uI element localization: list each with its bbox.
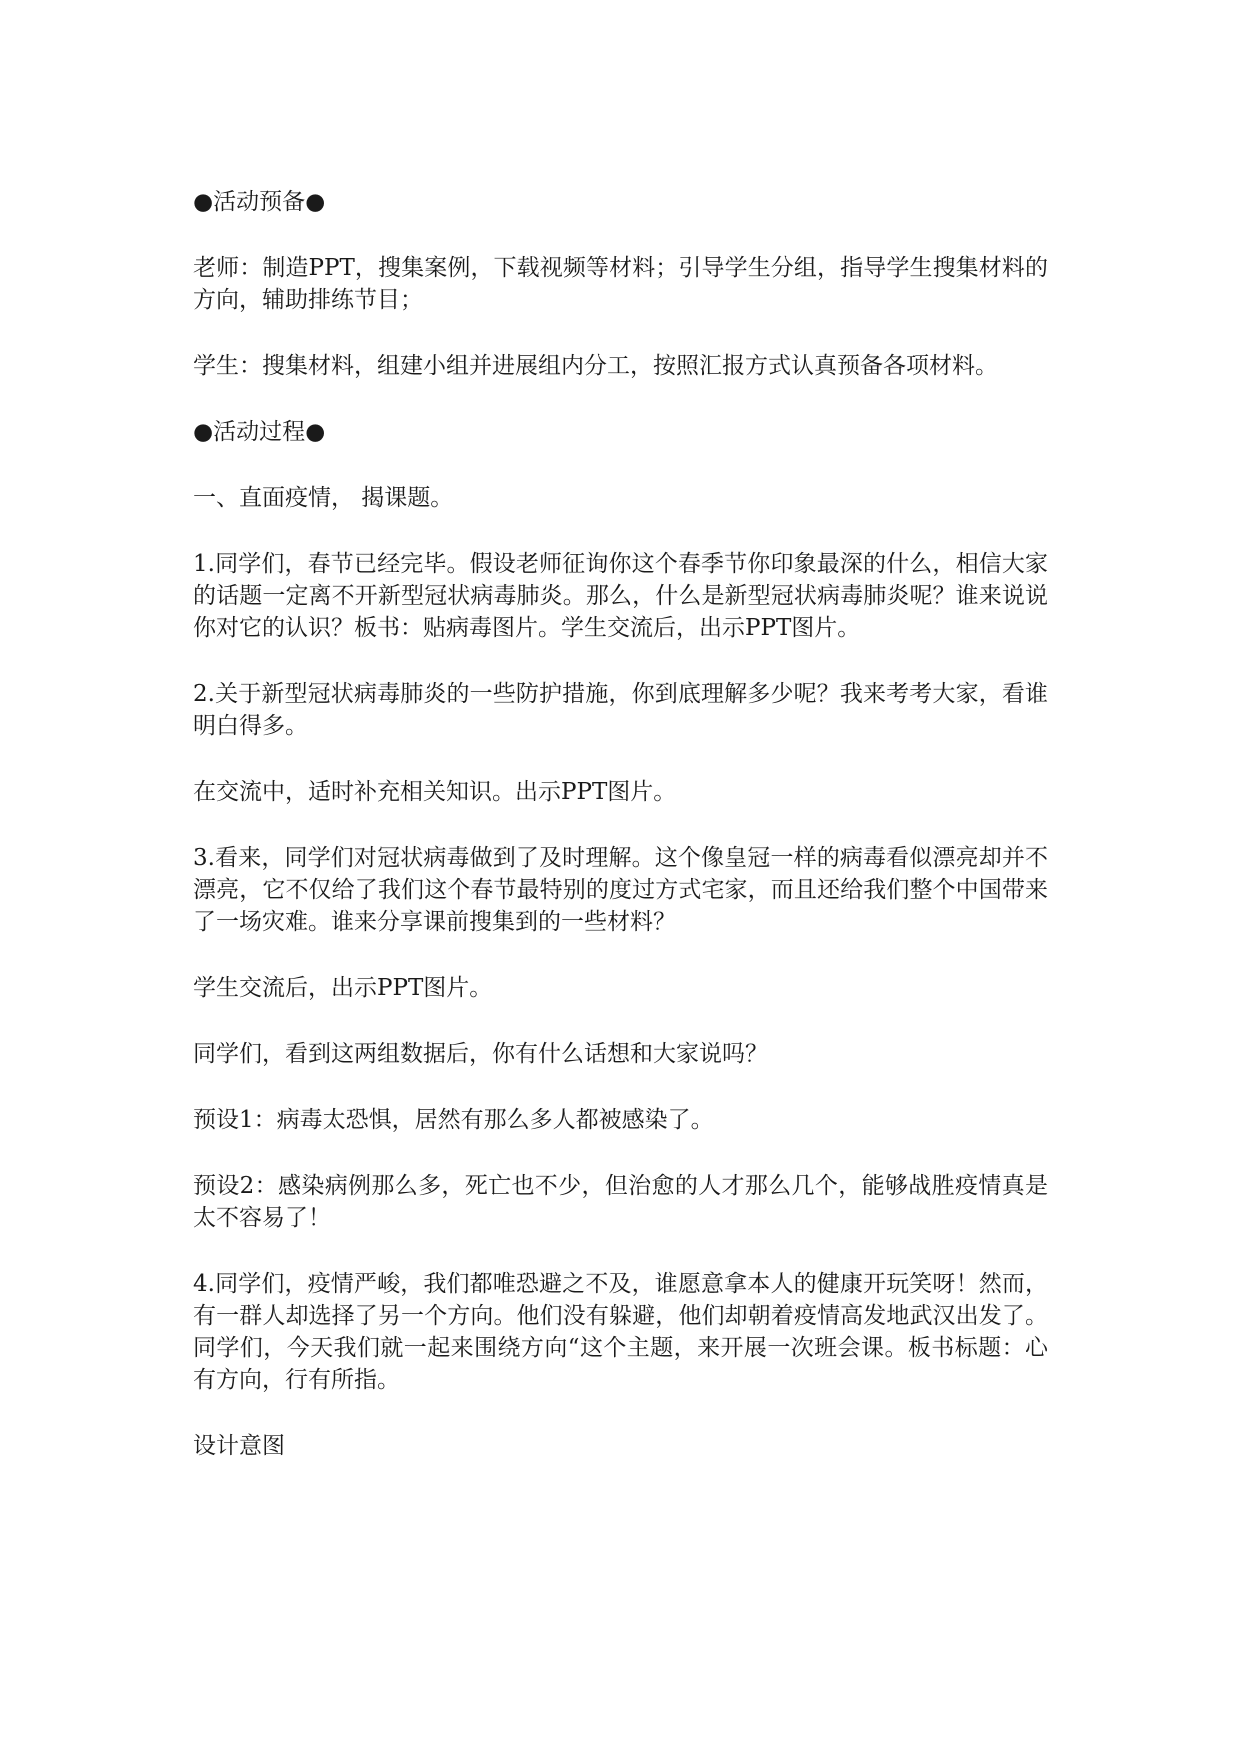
paragraph-question: 同学们，看到这两组数据后，你有什么话想和大家说吗？: [193, 1041, 768, 1067]
paragraph-student-exchange: 学生交流后，出示PPT图片。: [193, 975, 493, 1001]
paragraph-design-intent: 设计意图: [193, 1433, 285, 1459]
paragraph-preset-1: 预设1：病毒太恐惧，居然有那么多人都被感染了。: [193, 1107, 714, 1133]
paragraph-teacher-prep: 老师：制造PPT，搜集案例，下载视频等材料；引导学生分组，指导学生搜集材料的方向，辅助排练节目；: [193, 255, 1048, 313]
paragraph-step-4: 4.同学们，疫情严峻，我们都唯恐避之不及，谁愿意拿本人的健康开玩笑呀！然而，有一群人却选择了另一个方向。他们没有躲避，他们却朝着疫情高发地武汉出发了。同学们，今天我们就一起来围绕方向“这个主题，来开展一次班会课。板书标题：心有方向，行有所指。: [193, 1271, 1048, 1393]
paragraph-exchange: 在交流中，适时补充相关知识。出示PPT图片。: [193, 779, 677, 805]
document-body: [193, 186, 1048, 1496]
paragraph-step-1: 1.同学们，春节已经完毕。假设老师征询你这个春季节你印象最深的什么，相信大家的话题一定离不开新型冠状病毒肺炎。那么，什么是新型冠状病毒肺炎呢？谁来说说你对它的认识？板书：贴病毒图片。学生交流后，出示PPT图片。: [193, 551, 1048, 641]
paragraph-student-prep: 学生：搜集材料，组建小组并进展组内分工，按照汇报方式认真预备各项材料。: [193, 353, 998, 379]
paragraph-step-3: 3.看来，同学们对冠状病毒做到了及时理解。这个像皇冠一样的病毒看似漂亮却并不漂亮，它不仅给了我们这个春节最特别的度过方式宅家，而且还给我们整个中国带来了一场灾难。谁来分享课前搜集到的一些材料？: [193, 845, 1048, 935]
paragraph-preset-2: 预设2：感染病例那么多，死亡也不少，但治愈的人才那么几个，能够战胜疫情真是太不容易了！: [193, 1173, 1048, 1231]
subheading-part-one: 一、直面疫情， 揭课题。: [193, 485, 454, 511]
paragraph-step-2: 2.关于新型冠状病毒肺炎的一些防护措施，你到底理解多少呢？我来考考大家，看谁明白得多。: [193, 681, 1048, 739]
section-heading-preparation: ●活动预备●: [193, 189, 326, 215]
section-heading-process: ●活动过程●: [193, 419, 326, 445]
